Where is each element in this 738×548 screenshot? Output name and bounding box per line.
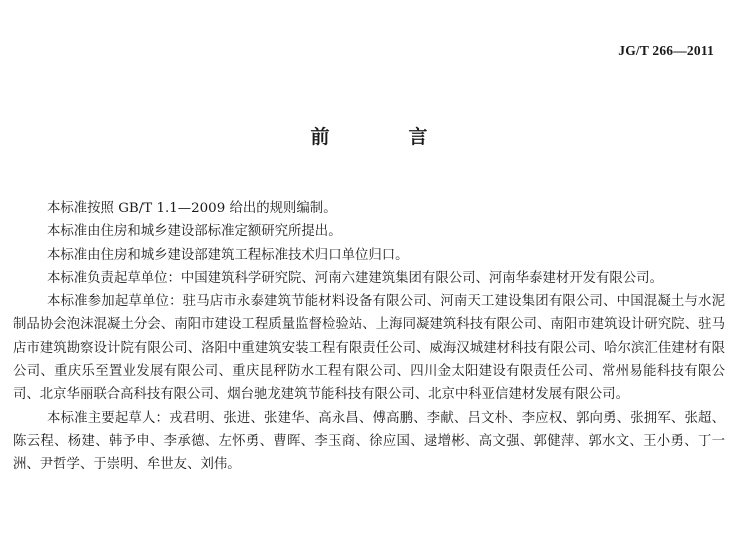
paragraph-main-drafters: 本标准主要起草人：戎君明、张进、张建华、高永昌、傅高鹏、李献、吕文朴、李应权、郭向勇、张拥军、张超、陈云程、杨建、韩予申、李承德、左怀勇、曹晖、李玉商、徐应国、逯增彬、高文强、郭健萍、郭水文、王小勇、丁一洲、尹哲学、于崇明、牟世友、刘伟。 <box>13 410 725 473</box>
foreword-body <box>13 197 725 477</box>
paragraph-participating-units: 本标准参加起草单位：驻马店市永泰建筑节能材料设备有限公司、河南天工建设集团有限公司、中国混凝土与水泥制品协会泡沫混凝土分会、南阳市建设工程质量监督检验站、上海同凝建筑科技有限公司、南阳市建筑设计研究院、驻马店市建筑勘察设计院有限公司、洛阳中重建筑安装工程有限责任公司、威海汉城建材科技有限公司、哈尔滨汇佳建材有限公司、重庆乐至置业发展有限公司、重庆昆秤防水工程有限公司、四川金太阳建设有限责任公司、常州易能科技有限公司、北京华丽联合高科技有限公司、烟台驰龙建筑节能科技有限公司、北京中科亚信建材发展有限公司。 <box>13 294 725 403</box>
paragraph-lead-drafting-units: 本标准负责起草单位：中国建筑科学研究院、河南六建建筑集团有限公司、河南华泰建材开发有限公司。 <box>47 270 663 286</box>
paragraph-drafting-rules: 本标准按照 GB/T 1.1—2009 给出的规则编制。 <box>47 201 337 216</box>
paragraph-centralizing-unit: 本标准由住房和城乡建设部建筑工程标准技术归口单位归口。 <box>47 247 409 263</box>
paragraph-proposer: 本标准由住房和城乡建设部标准定额研究所提出。 <box>47 224 342 240</box>
standard-code: JG/T 266—2011 <box>618 43 714 58</box>
page-title: 前 言 <box>310 126 458 148</box>
